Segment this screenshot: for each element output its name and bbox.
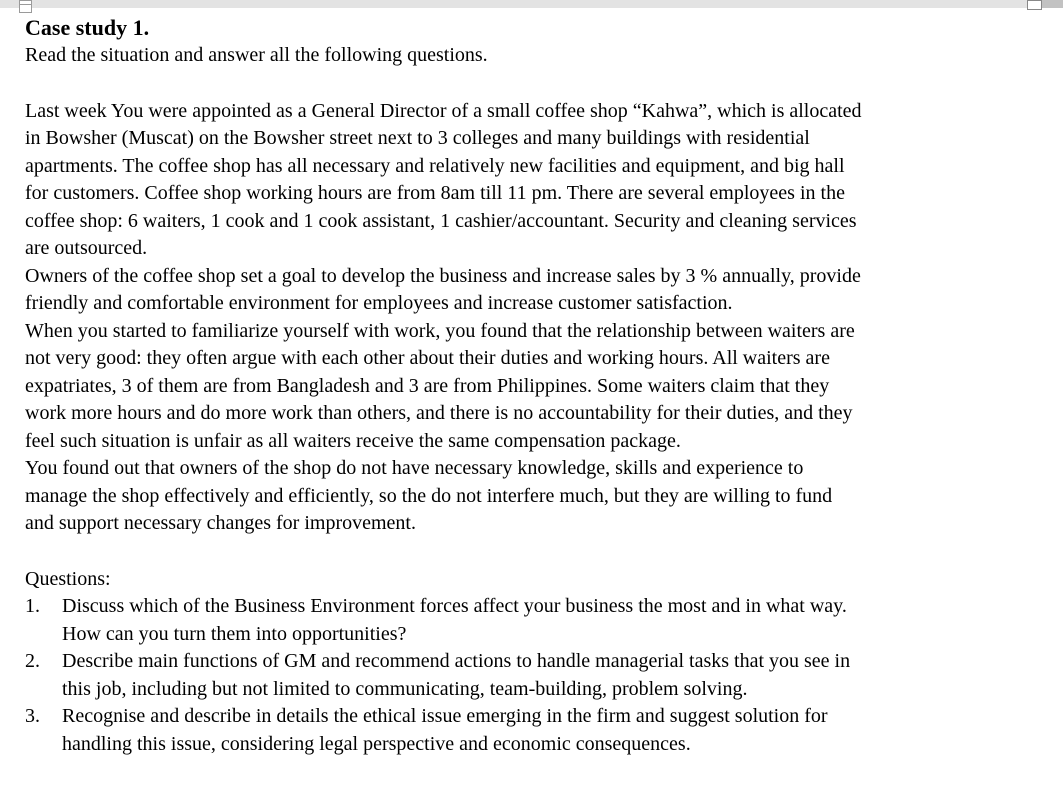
- text-line: Recognise and describe in details the ethical issue emerging in the firm and suggest solution for: [62, 705, 828, 727]
- question-number: 2.: [25, 650, 40, 672]
- split-handle-left-icon[interactable]: [19, 0, 32, 13]
- text-line: work more hours and do more work than others, and there is no accountability for their duties, and they: [25, 402, 853, 424]
- text-line: this job, including but not limited to communicating, team-building, problem solving.: [62, 677, 748, 700]
- question-text: [62, 703, 1040, 758]
- text-line: handling this issue, considering legal perspective and economic consequences.: [62, 732, 691, 755]
- question-number: 3.: [25, 705, 40, 727]
- split-handle-right-icon[interactable]: [1027, 0, 1042, 10]
- text-line: Last week You were appointed as a General Director of a small coffee shop “Kahwa”, which is allocated: [25, 99, 862, 122]
- paragraph: [25, 318, 1040, 456]
- question-item: [25, 648, 1040, 703]
- question-text: [62, 593, 1040, 648]
- text-line: coffee shop: 6 waiters, 1 cook and 1 cook assistant, 1 cashier/accountant. Security and cleaning services: [25, 209, 857, 232]
- text-line: Owners of the coffee shop set a goal to develop the business and increase sales by 3 % annually, provide: [25, 264, 861, 287]
- blank-line: [25, 70, 1040, 98]
- text-line: You found out that owners of the shop do not have necessary knowledge, skills and experience to: [25, 457, 804, 479]
- text-line: in Bowsher (Muscat) on the Bowsher street next to 3 colleges and many buildings with residential: [25, 127, 810, 149]
- question-item: [25, 703, 1040, 758]
- scrollbar-corner: [1042, 0, 1063, 8]
- paragraph: [25, 455, 1040, 538]
- text-line: friendly and comfortable environment for employees and increase customer satisfaction.: [25, 292, 733, 314]
- intro-line: Read the situation and answer all the following questions.: [25, 44, 488, 66]
- questions-heading: Questions:: [25, 567, 111, 590]
- text-line: feel such situation is unfair as all waiters receive the same compensation package.: [25, 429, 681, 452]
- case-study-title: Case study 1.: [25, 15, 150, 40]
- text-line: Discuss which of the Business Environment forces affect your business the most and in what way.: [62, 595, 847, 617]
- text-line: expatriates, 3 of them are from Bangladesh and 3 are from Philippines. Some waiters claim that they: [25, 374, 830, 397]
- case-paragraphs: [25, 98, 1040, 538]
- paragraph: [25, 263, 1040, 318]
- text-line: Describe main functions of GM and recommend actions to handle managerial tasks that you see in: [62, 650, 851, 672]
- text-line: are outsourced.: [25, 237, 148, 259]
- top-ruler-bar: [0, 0, 1063, 8]
- blank-line: [25, 538, 1040, 566]
- question-number: 1.: [25, 595, 40, 617]
- paragraph: [25, 98, 1040, 263]
- question-text: [62, 648, 1040, 703]
- text-line: apartments. The coffee shop has all necessary and relatively new facilities and equipment, and big hall: [25, 154, 845, 177]
- text-line: not very good: they often argue with each other about their duties and working hours. All waiters are: [25, 347, 830, 369]
- text-line: How can you turn them into opportunities?: [62, 622, 407, 645]
- text-line: for customers. Coffee shop working hours are from 8am till 11 pm. There are several employees in the: [25, 182, 845, 204]
- text-line: manage the shop effectively and efficiently, so the do not interfere much, but they are willing to fund: [25, 484, 833, 507]
- questions-list: [25, 593, 1040, 758]
- document-page: [25, 13, 1040, 758]
- text-line: When you started to familiarize yourself with work, you found that the relationship between waiters are: [25, 319, 855, 342]
- text-line: and support necessary changes for improvement.: [25, 512, 416, 534]
- question-item: [25, 593, 1040, 648]
